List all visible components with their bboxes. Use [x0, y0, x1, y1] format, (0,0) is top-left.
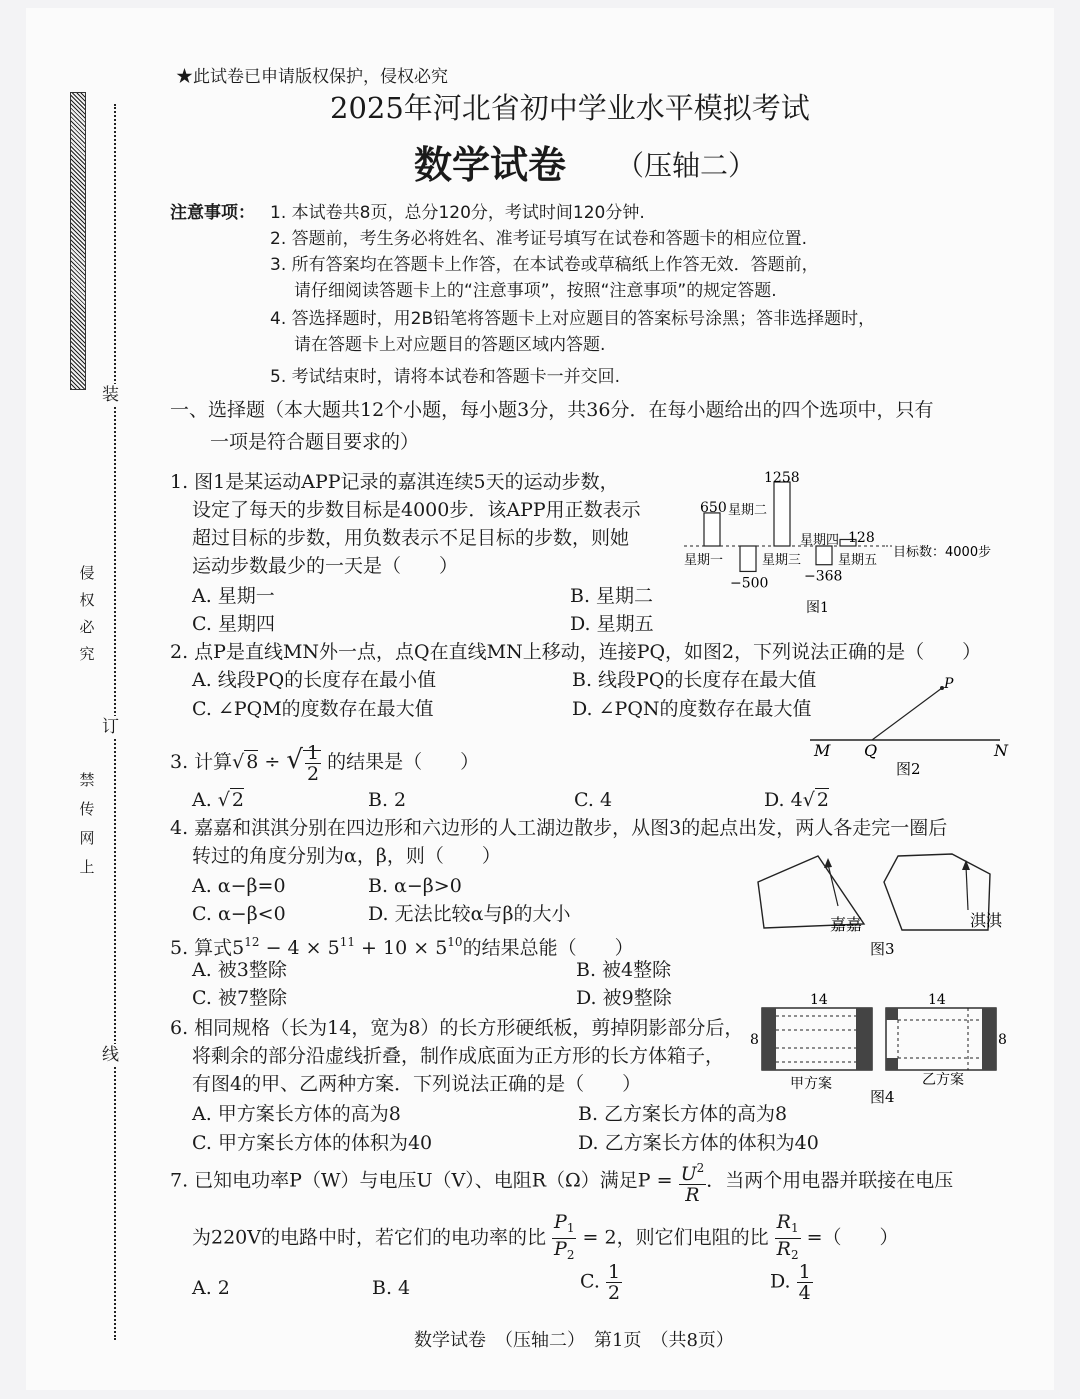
- fig3-caption: 图3: [870, 940, 895, 958]
- fig3-qiqi: 淇淇: [970, 911, 1003, 930]
- section-1-line-1: 一、选择题（本大题共12个小题，每小题3分，共36分．在每小题给出的四个选项中，只有: [170, 399, 934, 421]
- fig2-n: N: [994, 741, 1008, 760]
- q1-line-4: 运动步数最少的一天是（ ）: [192, 555, 459, 577]
- fig2-p: P: [944, 676, 954, 692]
- figure-1-step-chart: [680, 466, 1010, 616]
- q6-option-d: D. 乙方案长方体的体积为40: [578, 1132, 819, 1154]
- q3-option-a: A. √ 2: [192, 789, 245, 811]
- q4-option-d: D. 无法比较α与β的大小: [368, 903, 571, 925]
- page-footer: 数学试卷 （压轴二） 第1页 （共8页）: [414, 1330, 734, 1351]
- q1-line-2: 设定了每天的步数目标是4000步．该APP用正数表示: [192, 499, 641, 521]
- exam-title: 2025年河北省初中学业水平模拟考试: [330, 91, 810, 125]
- q1-line-3: 超过目标的步数，用负数表示不足目标的步数，则她: [192, 527, 630, 549]
- notice-item-3b: 请仔细阅读答题卡上的“注意事项”，按照“注意事项”的规定答题.: [294, 281, 777, 301]
- q6-line-1: 6. 相同规格（长为14，宽为8）的长方形硬纸板，剪掉阴影部分后，: [170, 1017, 744, 1039]
- binding-hatch: [70, 92, 86, 390]
- fig1-bar-3: [740, 546, 756, 571]
- notice-item-1: 1. 本试卷共8页，总分120分，考试时间120分钟.: [270, 203, 645, 223]
- q4-option-c: C. α−β<0: [192, 903, 286, 925]
- fig4-wid-a: 8: [750, 1032, 759, 1048]
- q2-option-a: A. 线段PQ的长度存在最小值: [192, 669, 437, 691]
- q1-option-a: A. 星期一: [192, 585, 275, 607]
- fig1-value-5: 128: [848, 530, 875, 546]
- fig2-caption: 图2: [896, 760, 921, 778]
- q4-line-2: 转过的角度分别为α，β，则（ ）: [192, 845, 501, 867]
- fig2-m: M: [814, 741, 831, 760]
- q2-option-d: D. ∠PQN的度数存在最大值: [572, 698, 812, 720]
- fig1-bar-4: [816, 546, 832, 565]
- q7-option-a: A. 2: [192, 1277, 230, 1299]
- fig1-value-1: 650: [700, 500, 727, 516]
- q4-option-b: B. α−β>0: [368, 875, 462, 897]
- fig4-wid-b: 8: [998, 1032, 1007, 1048]
- copyright-note: ★此试卷已申请版权保护，侵权必究: [176, 67, 448, 87]
- notice-item-4b: 请在答题卡上对应题目的答题区域内答题.: [294, 335, 606, 355]
- fig4-len-a: 14: [810, 992, 828, 1008]
- q6-line-2: 将剩余的部分沿虚线折叠，制作成底面为正方形的长方体箱子，: [192, 1045, 725, 1067]
- q4-option-a: A. α−β=0: [192, 875, 286, 897]
- notice-item-5: 5. 考试结束时，请将本试卷和答题卡一并交回.: [270, 367, 621, 387]
- q1-line-1: 1. 图1是某运动APP记录的嘉淇连续5天的运动步数，: [170, 471, 619, 493]
- q2-stem: 2. 点P是直线MN外一点，点Q在直线MN上移动，连接PQ，如图2，下列说法正确的是（ ）: [170, 641, 982, 663]
- q7-option-d: D. $\frac{1}{4}$: [770, 1261, 811, 1304]
- q2-option-b: B. 线段PQ的长度存在最大值: [572, 669, 817, 691]
- fig1-day-3: 星期三: [762, 553, 802, 568]
- notice-label: 注意事项：: [170, 203, 255, 223]
- q3-option-c: C. 4: [574, 789, 613, 811]
- subject-variant: （压轴二）: [616, 149, 757, 182]
- q5-option-c: C. 被7整除: [192, 987, 288, 1009]
- q5-stem: 5. 算式$5^{12} - 4 \times 5^{11} + 10 \times 5^{10}$的结果总能（ ）: [170, 935, 634, 959]
- figure-2-line-mn: [800, 676, 1020, 784]
- q3-option-d: D. 4√ 2: [764, 789, 829, 811]
- q2-option-c: C. ∠PQM的度数存在最大值: [192, 698, 434, 720]
- q6-option-a: A. 甲方案长方体的高为8: [192, 1103, 401, 1125]
- fig3-jiajia: 嘉嘉: [830, 915, 863, 934]
- binding-forbid: 禁 传 网 上: [79, 771, 95, 876]
- subject-title: 数学试卷: [414, 142, 567, 187]
- q5-option-d: D. 被9整除: [576, 987, 672, 1009]
- fig1-value-2: 1258: [764, 470, 800, 486]
- q5-option-a: A. 被3整除: [192, 959, 287, 981]
- figure-4-box-plans: [746, 988, 1018, 1106]
- binding-secret: 侵 权 必 究: [79, 564, 95, 663]
- q1-option-c: C. 星期四: [192, 613, 275, 635]
- q5-option-b: B. 被4整除: [576, 959, 672, 981]
- binding-zhuang: 装: [102, 385, 119, 405]
- fig2-q: Q: [864, 741, 878, 760]
- fig1-value-4: −368: [804, 568, 843, 585]
- q7-option-c: C. $\frac{1}{2}$: [580, 1261, 621, 1304]
- q3-option-b: B. 2: [368, 789, 407, 811]
- q6-option-c: C. 甲方案长方体的体积为40: [192, 1132, 433, 1154]
- fig1-caption: 图1: [806, 600, 829, 616]
- fig1-bar-1: [704, 513, 720, 546]
- binding-xian: 线: [102, 1045, 119, 1065]
- fig1-day-5: 星期五: [838, 553, 878, 568]
- fig1-day-2: 星期二: [728, 503, 768, 518]
- q7-line-2: 为220V的电路中时，若它们的电功率的比 $\frac{P_1}{P_2}$ = 2，则它们电阻的比 $\frac{R_1}{R_2}$ =（ ）: [192, 1211, 899, 1262]
- fig1-day-1: 星期一: [684, 553, 724, 568]
- q7-option-b: B. 4: [372, 1277, 411, 1299]
- q6-option-b: B. 乙方案长方体的高为8: [578, 1103, 788, 1125]
- q7-line-1: 7. 已知电功率P（W）与电压U（V）、电阻R（Ω）满足P = $\frac{U^2}{R}$ ．当两个用电器并联接在电压: [170, 1158, 953, 1205]
- fig4-yi: 乙方案: [922, 1072, 964, 1088]
- binding-ding: 订: [102, 717, 119, 737]
- section-1-line-2: 一项是符合题目要求的）: [210, 431, 420, 453]
- fig1-bar-2: [774, 482, 790, 546]
- q1-option-b: B. 星期二: [570, 585, 654, 607]
- notice-item-3a: 3. 所有答案均在答题卡上作答，在本试卷或草稿纸上作答无效．答题前，: [270, 255, 819, 275]
- fig4-len-b: 14: [928, 992, 946, 1008]
- fig4-jia: 甲方案: [790, 1076, 832, 1092]
- fig1-value-3: −500: [730, 575, 769, 592]
- q3-stem: 3. 计算√ 8 ÷ √ $\frac{1}{2}$ 的结果是（ ）: [170, 741, 480, 785]
- notice-item-4a: 4. 答选择题时，用2B铅笔将答题卡上对应题目的答案标号涂黑；答非选择题时，: [270, 309, 876, 329]
- fig1-day-4: 星期四: [800, 533, 840, 548]
- q4-line-1: 4. 嘉嘉和淇淇分别在四边形和六边形的人工湖边散步，从图3的起点出发，两人各走完一圈后: [170, 817, 948, 839]
- q6-line-3: 有图4的甲、乙两种方案．下列说法正确的是（ ）: [192, 1073, 642, 1095]
- fig1-target-label: 目标数：4000步: [893, 545, 992, 560]
- q1-option-d: D. 星期五: [570, 613, 654, 635]
- fig4-caption: 图4: [870, 1088, 895, 1106]
- figure-3-lakes: [752, 846, 1022, 958]
- notice-item-2: 2. 答题前，考生务必将姓名、准考证号填写在试卷和答题卡的相应位置.: [270, 229, 808, 249]
